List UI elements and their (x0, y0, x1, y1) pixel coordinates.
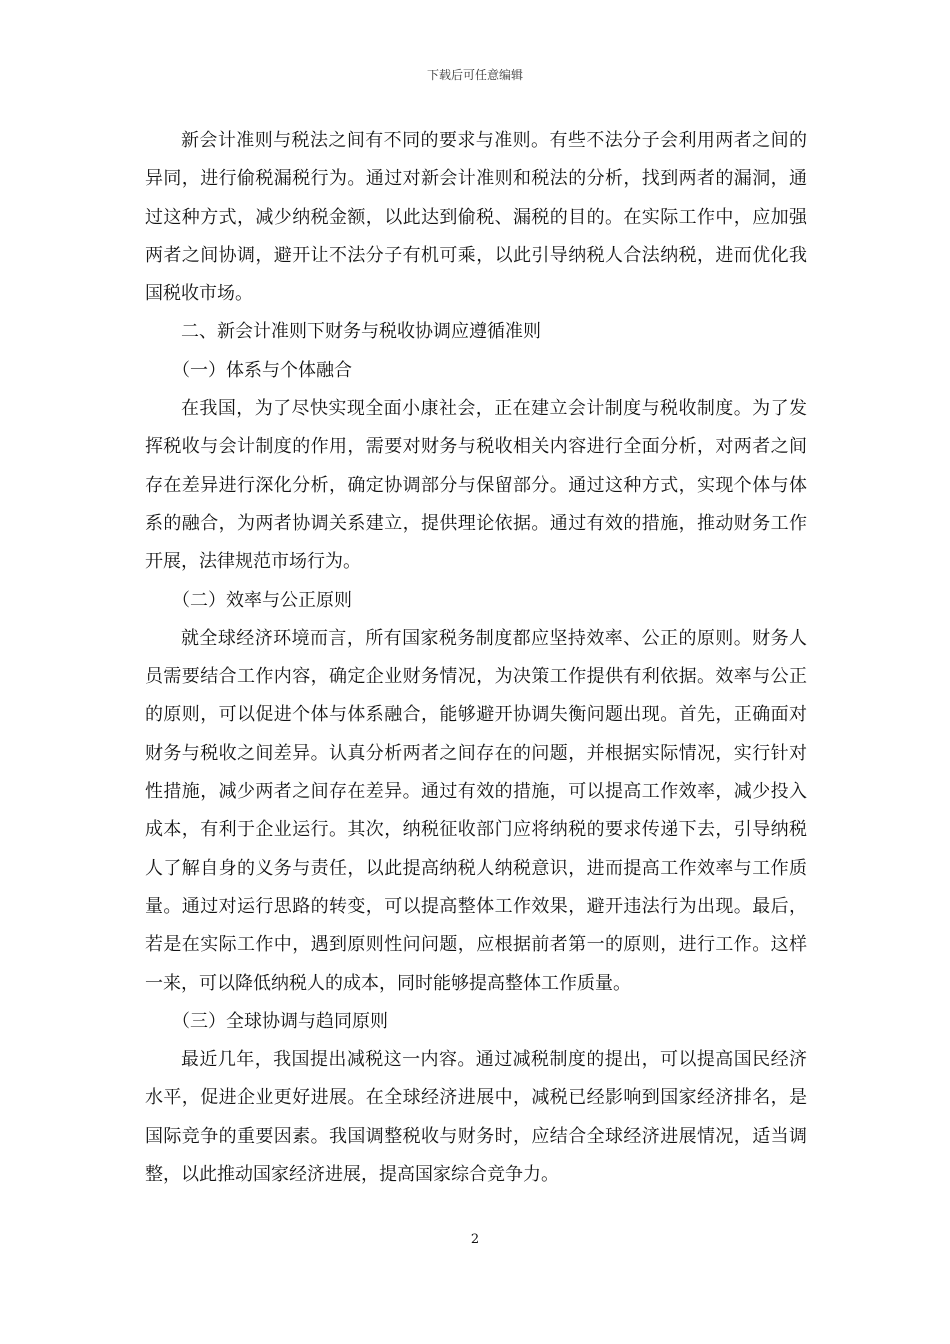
body-paragraph: 在我国，为了尽快实现全面小康社会，正在建立会计制度与税收制度。为了发挥税收与会计制度的作用，需要对财务与税收相关内容进行全面分析，对两者之间存在差异进行深化分析，确定协调部分与保留部分。通过这种方式，实现个体与体系的融合，为两者协调关系建立，提供理论依据。通过有效的措施，推动财务工作开展，法律规范市场行为。 (145, 398, 807, 573)
body-paragraph: 新会计准则与税法之间有不同的要求与准则。有些不法分子会利用两者之间的异同，进行偷税漏税行为。通过对新会计准则和税法的分析，找到两者的漏洞，通过这种方式，减少纳税金额，以此达到偷税、漏税的目的。在实际工作中，应加强两者之间协调，避开让不法分子有机可乘，以此引导纳税人合法纳税，进而优化我国税收市场。 (145, 130, 807, 305)
page-number: 2 (470, 1232, 480, 1247)
subsection-heading: （三）全球协调与趋同原则 (172, 1010, 388, 1032)
subsection-heading: （二）效率与公正原则 (172, 589, 352, 611)
page-header: 下载后可任意编辑 (426, 68, 523, 82)
subsection-heading: （一）体系与个体融合 (172, 359, 352, 381)
section-heading: 二、新会计准则下财务与税收协调应遵循准则 (181, 321, 541, 343)
body-paragraph: 就全球经济环境而言，所有国家税务制度都应坚持效率、公正的原则。财务人员需要结合工作内容，确定企业财务情况，为决策工作提供有利依据。效率与公正的原则，可以促进个体与体系融合，能够避开协调失衡问题出现。首先，正确面对财务与税收之间差异。认真分析两者之间存在的问题，并根据实际情况，实行针对性措施，减少两者之间存在差异。通过有效的措施，可以提高工作效率，减少投入成本，有利于企业运行。其次，纳税征收部门应将纳税的要求传递下去，引导纳税人了解自身的义务与责任，以此提高纳税人纳税意识，进而提高工作效率与工作质量。通过对运行思路的转变，可以提高整体工作效果，避开违法行为出现。最后，若是在实际工作中，遇到原则性问问题，应根据前者第一的原则，进行工作。这样一来，可以降低纳税人的成本，同时能够提高整体工作质量。 (145, 627, 807, 994)
body-paragraph: 最近几年，我国提出减税这一内容。通过减税制度的提出，可以提高国民经济水平，促进企业更好进展。在全球经济进展中，减税已经影响到国家经济排名，是国际竞争的重要因素。我国调整税收与财务时，应结合全球经济进展情况，适当调整，以此推动国家经济进展，提高国家综合竞争力。 (145, 1049, 807, 1186)
document-body (145, 122, 807, 1194)
